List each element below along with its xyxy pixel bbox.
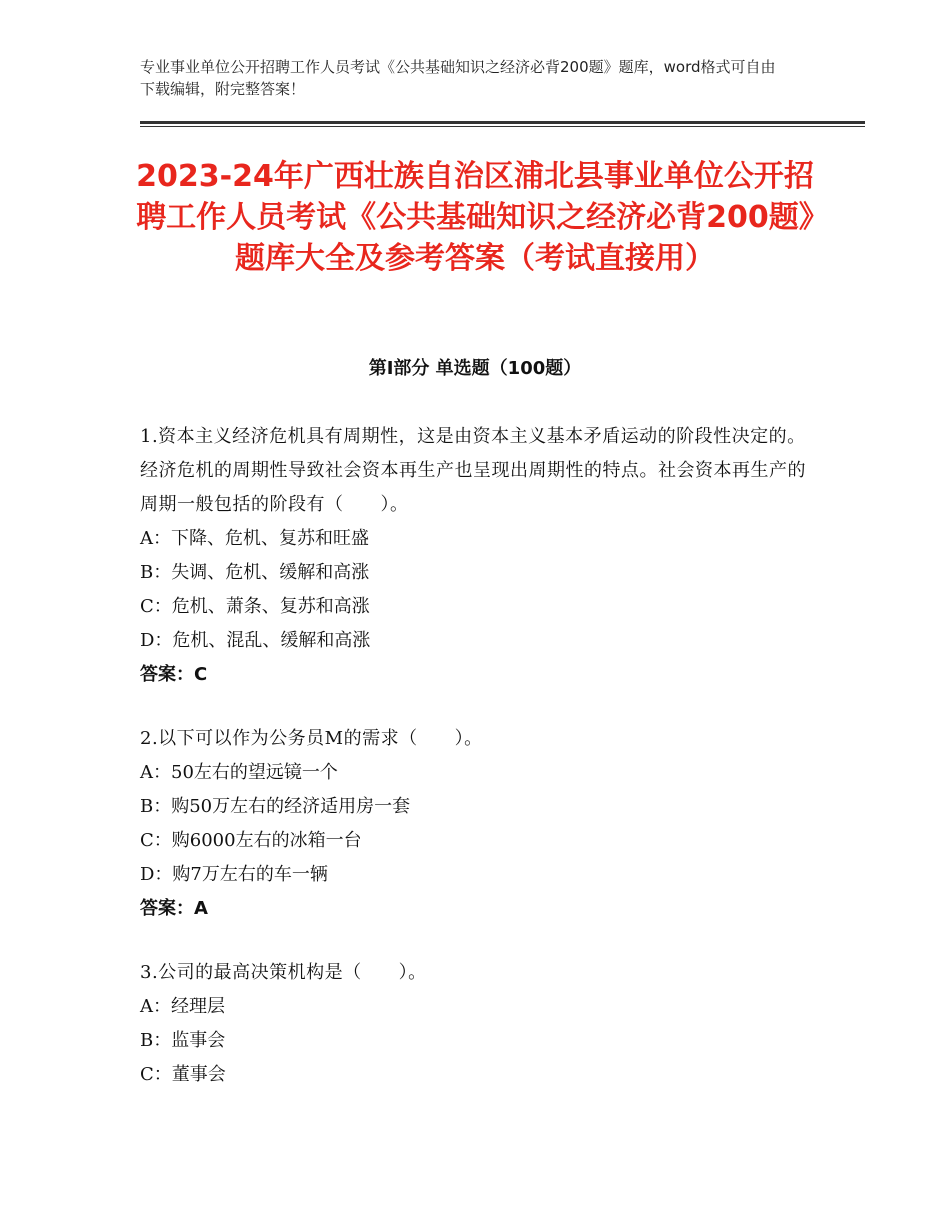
question-list <box>140 420 810 1122</box>
question-2 <box>140 722 810 926</box>
document-title: 2023-24年广西壮族自治区浦北县事业单位公开招聘工作人员考试《公共基础知识之经济必背200题》题库大全及参考答案（考试直接用） <box>136 159 814 276</box>
option-c: C：危机、萧条、复苏和高涨 <box>140 596 370 617</box>
answer: 答案：A <box>140 898 208 919</box>
option-b: B：监事会 <box>140 1030 226 1051</box>
section-title: 第Ⅰ部分 单选题（100题） <box>368 358 582 379</box>
option-c: C：董事会 <box>140 1064 226 1085</box>
answer: 答案：C <box>140 664 208 685</box>
question-1 <box>140 420 810 692</box>
header-note: 专业事业单位公开招聘工作人员考试《公共基础知识之经济必背200题》题库，word格式可自由下载编辑，附完整答案！ <box>140 58 776 98</box>
header-divider-thick <box>140 121 865 124</box>
question-stem: 1.资本主义经济危机具有周期性，这是由资本主义基本矛盾运动的阶段性决定的。经济危机的周期性导致社会资本再生产也呈现出周期性的特点。社会资本再生产的周期一般包括的阶段有（ ）。 <box>140 426 806 515</box>
option-b: B：购50万左右的经济适用房一套 <box>140 796 411 817</box>
question-stem: 3.公司的最高决策机构是（ ）。 <box>140 962 427 983</box>
header-divider-thin <box>140 126 865 127</box>
option-c: C：购6000左右的冰箱一台 <box>140 830 362 851</box>
option-a: A：下降、危机、复苏和旺盛 <box>140 528 369 549</box>
option-d: D：购7万左右的车一辆 <box>140 864 328 885</box>
question-3 <box>140 956 810 1092</box>
option-a: A：经理层 <box>140 996 225 1017</box>
option-b: B：失调、危机、缓解和高涨 <box>140 562 370 583</box>
option-d: D：危机、混乱、缓解和高涨 <box>140 630 371 651</box>
question-stem: 2.以下可以作为公务员M的需求（ ）。 <box>140 728 483 749</box>
option-a: A：50左右的望远镜一个 <box>140 762 338 783</box>
